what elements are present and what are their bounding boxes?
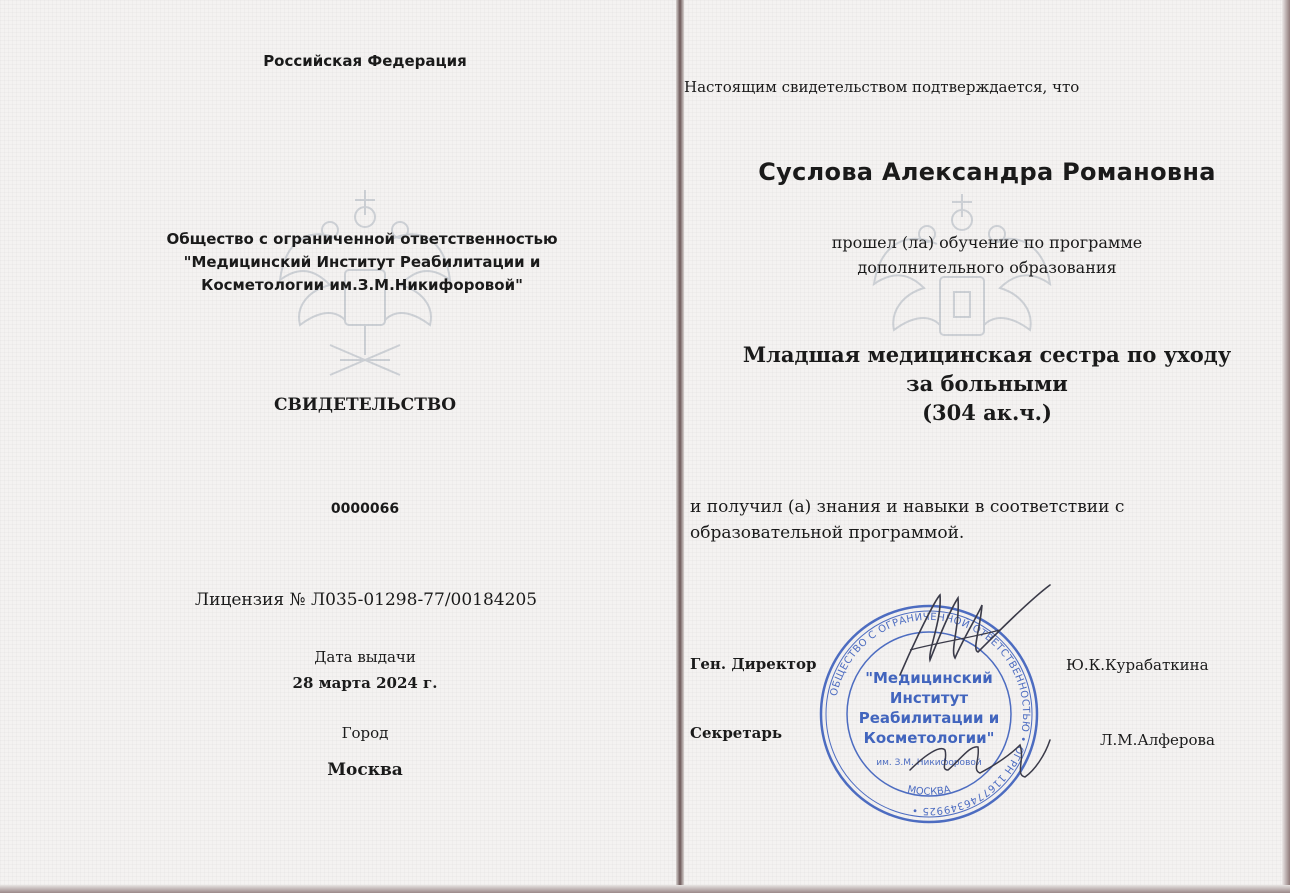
training-line: дополнительного образования [857,258,1117,277]
stamp-subline: им. З.М. Никифоровой [876,758,982,768]
knowledge-line: и получил (а) знания и навыки в соответствии с [690,497,1125,517]
stamp-line: Косметологии" [863,729,995,747]
secretary-role: Секретарь [690,724,783,742]
director-name: Ю.К.Курабаткина [1066,656,1209,674]
issue-date-label: Дата выдачи [314,648,416,666]
director-signature-icon [880,580,1060,690]
program-line: за больными [906,371,1068,396]
stamp-line: "Медицинский [865,669,993,687]
program-title [684,340,1290,427]
director-role: Ген. Директор [690,655,817,673]
training-statement [684,230,1290,280]
organization-name [100,228,624,297]
country-title: Российская Федерация [263,52,467,70]
stamp-city: МОСКВА [906,784,952,798]
license-number: Лицензия № Л035-01298-77/00184205 [194,590,538,610]
cover-edge-bottom [0,885,1290,893]
secretary-signature-icon [900,715,1060,795]
organization-line: "Медицинский Институт Реабилитации и [183,253,541,271]
stamp-line: Институт [889,689,969,707]
city-name: Москва [327,760,403,780]
knowledge-line: образовательной программой. [690,523,965,543]
city-label: Город [341,724,389,742]
issue-date: 28 марта 2024 г. [292,674,438,692]
secretary-name: Л.М.Алферова [1100,731,1215,749]
confirmation-text: Настоящим свидетельством подтверждается, что [684,78,1080,96]
knowledge-statement [690,494,1210,546]
organization-line: Общество с ограниченной ответственностью [166,230,558,248]
stamp-ring-text: ОБЩЕСТВО С ОГРАНИЧЕННОЙ ОТВЕТСТВЕННОСТЬЮ • ОГРН 1167746349925 • [828,611,1032,817]
stamp-line: Реабилитации и [858,709,1000,727]
serial-number: 0000066 [330,501,400,517]
program-hours: (304 ак.ч.) [922,400,1052,425]
cover-edge-right [1282,0,1290,893]
program-line: Младшая медицинская сестра по уходу [742,342,1232,367]
document-title: СВИДЕТЕЛЬСТВО [273,395,457,415]
organization-line: Косметологии им.З.М.Никифоровой" [201,276,523,294]
training-line: прошел (ла) обучение по программе [831,233,1143,252]
recipient-name: Суслова Александра Романовна [758,158,1216,186]
